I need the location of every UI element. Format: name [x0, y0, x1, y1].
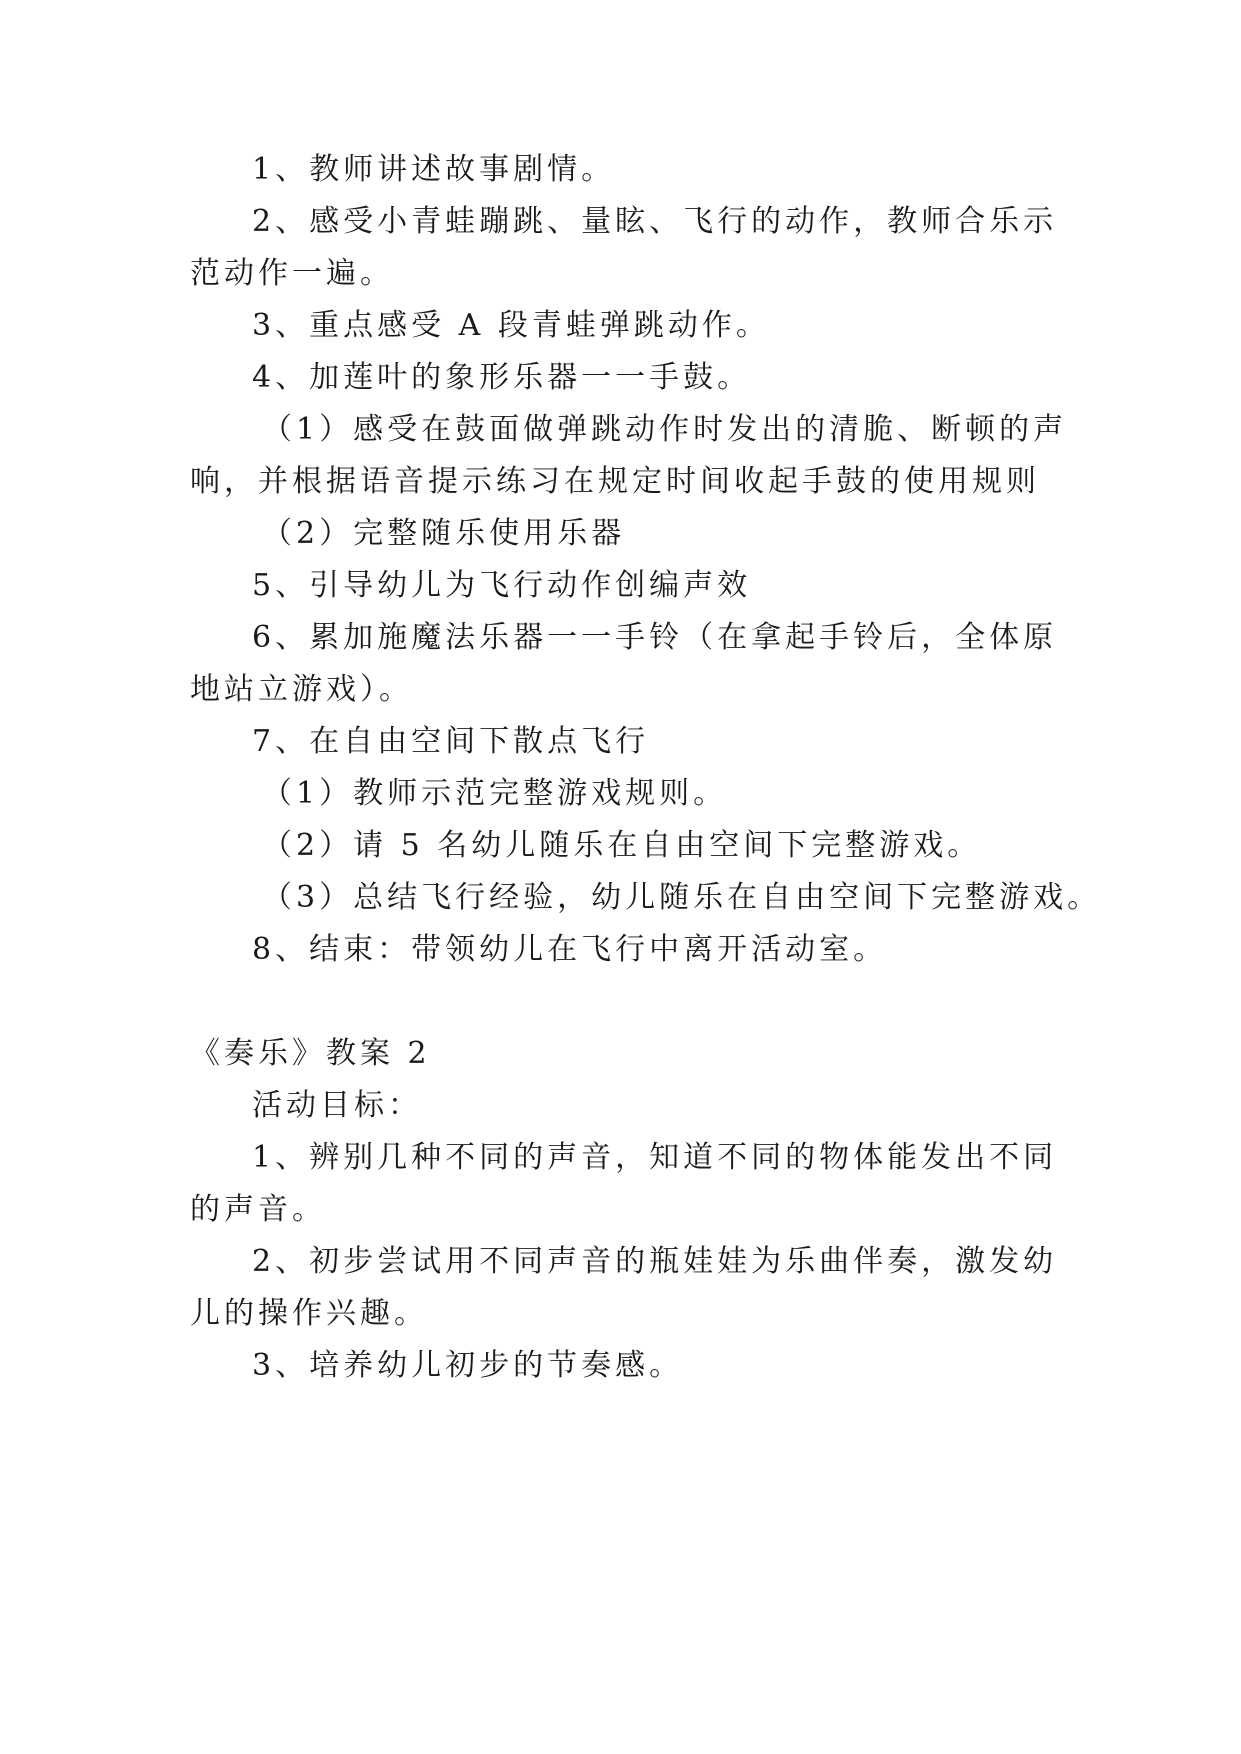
- step-7-sub-3-text: （3）总结飞行经验，幼儿随乐在自由空间下完整游戏。: [262, 880, 1102, 915]
- step-7-sub-2-text: （2）请 5 名幼儿随乐在自由空间下完整游戏。: [262, 828, 982, 863]
- step-7-text: 7、在自由空间下散点飞行: [252, 724, 650, 759]
- step-8-text: 8、结束：带领幼儿在飞行中离开活动室。: [252, 932, 888, 967]
- objectives-heading: 活动目标：: [252, 1088, 422, 1123]
- step-4-sub-1-text: （1）感受在鼓面做弹跳动作时发出的清脆、断顿的声: [262, 412, 1068, 447]
- step-7-sub-1-text: （1）教师示范完整游戏规则。: [262, 776, 728, 811]
- step-6-text: 6、累加施魔法乐器一一手铃（在拿起手铃后，全体原: [252, 620, 1058, 655]
- objective-1-text-continued: 的声音。: [190, 1192, 326, 1227]
- step-1-text: 1、教师讲述故事剧情。: [252, 152, 616, 187]
- step-2-text: 2、感受小青蛙蹦跳、量眩、飞行的动作，教师合乐示: [252, 204, 1058, 239]
- step-2-text-continued: 范动作一遍。: [190, 256, 394, 291]
- step-4-sub-1-text-continued: 响，并根据语音提示练习在规定时间收起手鼓的使用规则: [190, 464, 1040, 499]
- objective-3-text: 3、培养幼儿初步的节奏感。: [252, 1348, 684, 1383]
- step-3-text: 3、重点感受 A 段青蛙弹跳动作。: [252, 308, 770, 343]
- lesson-plan-title: 《奏乐》教案 2: [190, 1036, 431, 1071]
- step-4-sub-2-text: （2）完整随乐使用乐器: [262, 516, 626, 551]
- step-4-text: 4、加莲叶的象形乐器一一手鼓。: [252, 360, 752, 395]
- objective-2-text: 2、初步尝试用不同声音的瓶娃娃为乐曲伴奏，激发幼: [252, 1244, 1058, 1279]
- objective-2-text-continued: 儿的操作兴趣。: [190, 1296, 428, 1331]
- step-6-text-continued: 地站立游戏）。: [190, 672, 413, 707]
- objective-1-text: 1、辨别几种不同的声音，知道不同的物体能发出不同: [252, 1140, 1058, 1175]
- step-5-text: 5、引导幼儿为飞行动作创编声效: [252, 568, 752, 603]
